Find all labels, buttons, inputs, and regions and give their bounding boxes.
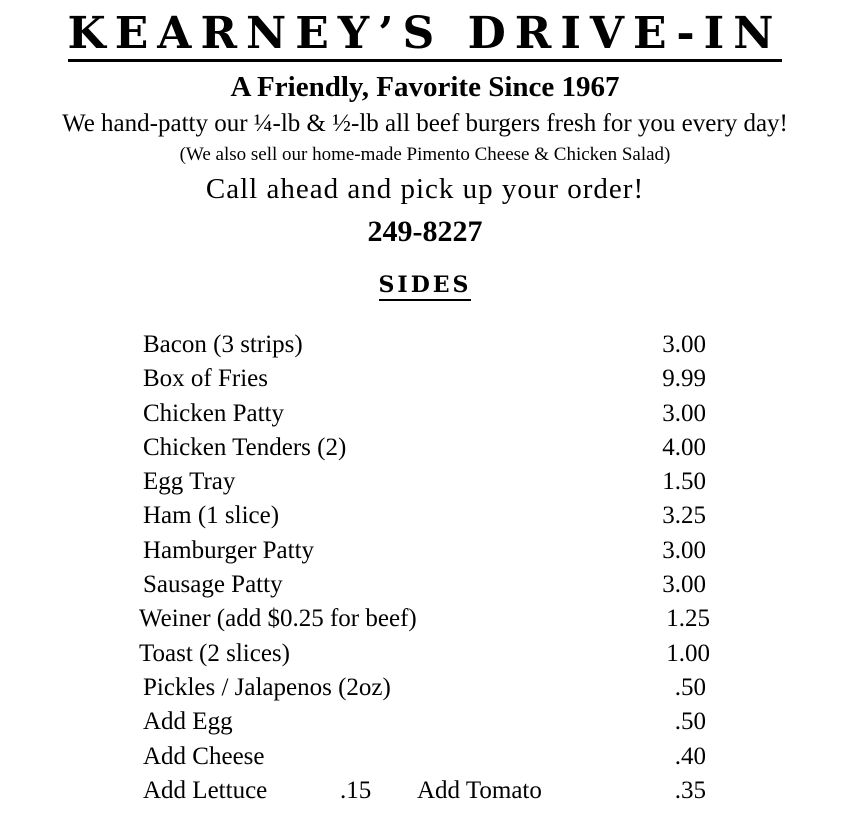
section-title [0,270,850,300]
item-name: Chicken Tenders (2) [143,433,347,461]
section-title-text: SIDES [379,272,472,301]
item-name: Toast (2 slices) [139,639,290,667]
item-name: Egg Tray [143,468,236,496]
item-name: Sausage Patty [143,571,283,599]
call-ahead-text: Call ahead and pick up your order! [205,173,645,205]
item-name: Add Egg [143,708,233,736]
item-price: .40 [674,742,706,770]
menu-item [0,362,850,396]
item-price: .50 [674,673,706,701]
promo-text: We hand-patty our ¼-lb & ½-lb all beef burgers fresh for you every day! [62,110,788,137]
menu-item [0,431,850,465]
menu-item [0,602,850,636]
item-price: 3.00 [662,571,706,599]
item-price: 3.25 [662,502,706,530]
tomato-price: .35 [674,776,706,804]
phone-number: 249-8227 [367,215,483,248]
menu-item-combined [0,774,850,808]
item-name: Weiner (add $0.25 for beef) [139,605,417,633]
item-name: Pickles / Jalapenos (2oz) [143,673,391,701]
menu-item [0,671,850,705]
lettuce-label: Add Lettuce [143,776,268,804]
item-name: Box of Fries [143,365,268,393]
item-price: 3.00 [662,331,706,358]
restaurant-title [0,6,850,62]
item-price: .50 [674,708,706,736]
item-price: 3.00 [662,536,706,564]
item-name: Hamburger Patty [143,536,315,564]
item-price: 3.00 [662,399,706,427]
restaurant-title-text: KEARNEY’S DRIVE-IN [68,8,783,62]
menu-item [0,397,850,431]
item-price: 1.00 [666,639,710,667]
menu-item [0,465,850,499]
menu-item [0,534,850,568]
menu-item [0,705,850,739]
item-price: 1.50 [662,468,706,496]
item-name: Ham (1 slice) [143,502,280,530]
item-price: 9.99 [662,365,706,393]
menu-item [0,568,850,602]
item-price: 1.25 [666,605,710,633]
menu-item [0,328,850,362]
lettuce-price: .15 [340,776,372,804]
tomato-label: Add Tomato [417,776,542,804]
item-price: 4.00 [662,433,706,461]
menu-item [0,740,850,774]
item-name: Add Cheese [143,742,265,770]
item-name: Chicken Patty [143,399,284,427]
note-text: (We also sell our home-made Pimento Cheese & Chicken Salad) [179,144,671,165]
tagline: A Friendly, Favorite Since 1967 [230,71,620,103]
menu-items-list [0,328,850,808]
item-name: Bacon (3 strips) [143,331,303,358]
menu-item [0,499,850,533]
menu-item [0,637,850,671]
